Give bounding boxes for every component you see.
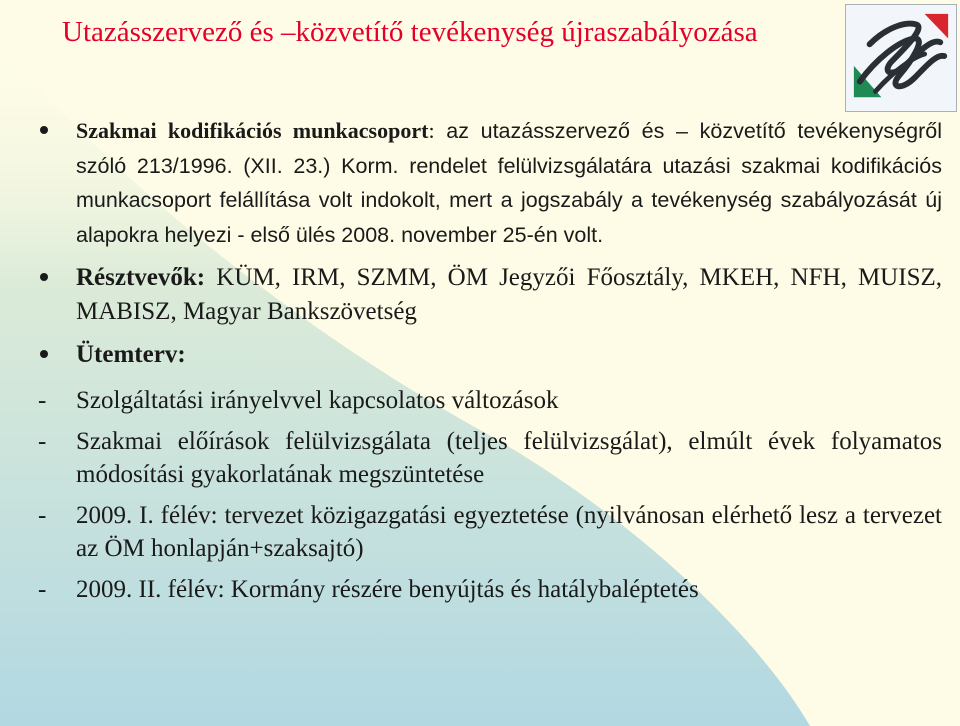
- bullet-schedule: [38, 338, 942, 372]
- schedule-item: [38, 573, 942, 606]
- bullet-dot-icon: [40, 273, 48, 281]
- schedule-item: [38, 499, 942, 565]
- stylized-lines-logo-icon: [845, 4, 957, 112]
- bullet-text: KÜM, IRM, SZMM, ÖM Jegyzői Főosztály, MKEH, NFH, MUISZ, MABISZ, Magyar Bankszövetség: [76, 264, 942, 325]
- dash-mark: -: [38, 576, 47, 603]
- dash-mark: -: [38, 428, 47, 455]
- slide-content: [38, 114, 942, 606]
- slide-title: Utazásszervező és –közvetítő tevékenység újraszabályozása: [62, 16, 758, 48]
- dash-mark: -: [38, 502, 47, 529]
- bullet-lead: Ütemterv:: [76, 341, 186, 368]
- bullet-text: az utazásszervező és – közvetítő tevékenységről szóló 213/1996. (XII. 23.) Korm. rendelet felülvizsgálatára utazási szakmai kodifikációs munkacsoport felállítása volt indokolt, mert a jogszabály a tevékenység szabályozását új alapokra helyezi - első ülés 2008. november 25-én volt.: [76, 119, 942, 247]
- schedule-item-text: 2009. I. félév: tervezet közigazgatási egyeztetése (nyilvánosan elérhető lesz a tervezet az ÖM honlapján+szaksajtó): [76, 502, 942, 562]
- schedule-item-text: Szolgáltatási irányelvvel kapcsolatos változások: [76, 387, 559, 414]
- bullet-working-group: [38, 114, 942, 252]
- schedule-item: [38, 425, 942, 491]
- bullet-lead-colon: :: [428, 118, 435, 143]
- bullet-dot-icon: [40, 350, 48, 358]
- schedule-item-text: 2009. II. félév: Kormány részére benyújtás és hatálybaléptetés: [76, 576, 699, 603]
- bullet-participants: [38, 261, 942, 329]
- schedule-item: [38, 384, 942, 417]
- dash-mark: -: [38, 387, 47, 414]
- bullet-dot-icon: [40, 126, 48, 134]
- bullet-lead: Szakmai kodifikációs munkacsoport: [76, 118, 429, 143]
- schedule-item-text: Szakmai előírások felülvizsgálata (teljes felülvizsgálat), elmúlt évek folyamatos módosítási gyakorlatának megszüntetése: [76, 428, 942, 488]
- bullet-lead: Résztvevők:: [76, 264, 206, 291]
